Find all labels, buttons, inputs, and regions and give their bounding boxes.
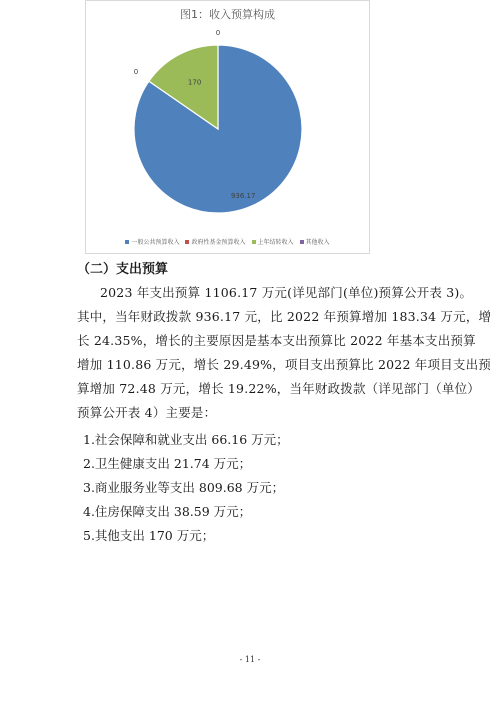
legend-item (125, 237, 179, 246)
list-item: 4.住房保障支出 38.59 万元； (83, 504, 252, 519)
legend-label: 一般公共预算收入 (131, 239, 180, 246)
pie-slice-label: 0 (133, 68, 139, 76)
section-heading: （二）支出预算 (77, 262, 169, 277)
list-item: 2.卫生健康支出 21.74 万元； (83, 456, 252, 471)
legend-item (185, 237, 245, 246)
paragraph-line: 算增加 72.48 万元，增长 19.22%，当年财政拨款（详见部门（单位） (77, 381, 480, 396)
legend-label: 上年结转收入 (257, 239, 294, 246)
legend-item (300, 237, 330, 246)
chart-legend (86, 237, 369, 246)
page-number: - 11 - (239, 655, 261, 664)
legend-swatch (252, 240, 256, 244)
pie-chart-svg (86, 1, 369, 253)
list-item: 1.社会保障和就业支出 66.16 万元； (83, 432, 289, 447)
legend-label: 政府性基金预算收入 (191, 239, 246, 246)
list-item: 3.商业服务业等支出 809.68 万元； (83, 480, 285, 495)
pie-slice-label: 170 (187, 78, 202, 87)
legend-label: 其他收入 (305, 239, 330, 246)
pie-chart (85, 0, 370, 254)
legend-item (252, 237, 294, 246)
list-item: 5.其他支出 170 万元； (83, 528, 215, 543)
paragraph-line: 其中，当年财政拨款 936.17 元，比 2022 年预算增加 183.34 万元，增 (77, 309, 492, 324)
paragraph-line: 增加 110.86 万元，增长 29.49%，项目支出预算比 2022 年项目支出预 (77, 357, 491, 372)
paragraph-line: 预算公开表 4）主要是： (77, 405, 217, 420)
pie-slice-label: 0 (215, 29, 221, 37)
legend-swatch (125, 240, 129, 244)
paragraph-line: 2023 年支出预算 1106.17 万元(详见部门(单位)预算公开表 3)。 (100, 285, 473, 300)
legend-swatch (185, 240, 189, 244)
paragraph-line: 长 24.35%，增长的主要原因是基本支出预算比 2022 年基本支出预算 (77, 333, 476, 348)
chart-title: 图1：收入预算构成 (180, 8, 275, 21)
legend-swatch (300, 240, 304, 244)
pie-slice-label: 936.17 (230, 191, 256, 200)
